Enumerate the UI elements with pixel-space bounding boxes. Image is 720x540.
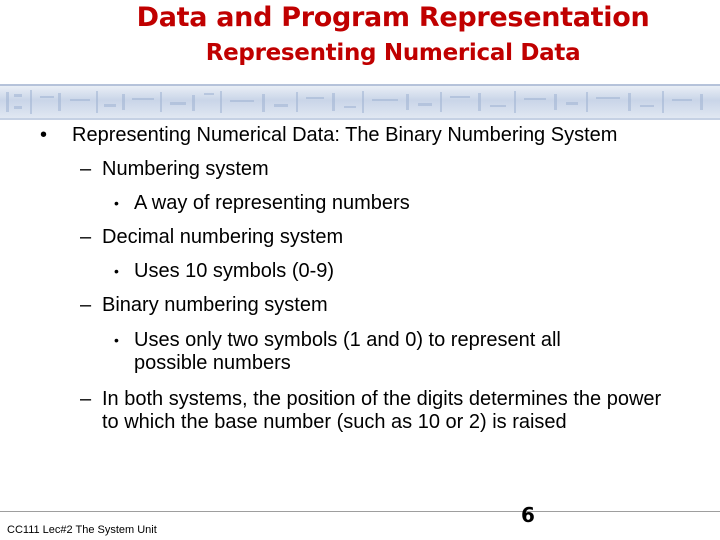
dash-marker: – [80, 294, 92, 316]
list-item-text: Decimal numbering system [102, 226, 344, 248]
bullet-marker: • [114, 263, 119, 279]
list-item-text: Uses 10 symbols (0-9) [134, 260, 335, 282]
list-item-text: In both systems, the position of the digits determines the power to which the base number (such as 10 or 2) is raised [102, 388, 662, 433]
footer-course-label: CC111 Lec#2 The System Unit [7, 524, 157, 536]
list-item-text: Representing Numerical Data: The Binary Numbering System [72, 124, 618, 146]
bullet-marker: • [40, 124, 48, 146]
slide-subtitle: Representing Numerical Data [205, 40, 581, 66]
header-banner [0, 84, 720, 120]
list-item-text: Numbering system [102, 158, 269, 180]
bullet-marker: • [114, 332, 119, 348]
list-item-text: A way of representing numbers [134, 192, 410, 214]
page-number: 6 [521, 503, 535, 527]
banner-pattern [0, 84, 720, 120]
dash-marker: – [80, 226, 92, 248]
dash-marker: – [80, 388, 92, 410]
list-item-text: Binary numbering system [102, 294, 328, 316]
footer-divider [0, 511, 720, 512]
list-item-text: Uses only two symbols (1 and 0) to represent all possible numbers [134, 329, 561, 374]
slide-title: Data and Program Representation [136, 2, 650, 33]
dash-marker: – [80, 158, 92, 180]
bullet-marker: • [114, 195, 119, 211]
